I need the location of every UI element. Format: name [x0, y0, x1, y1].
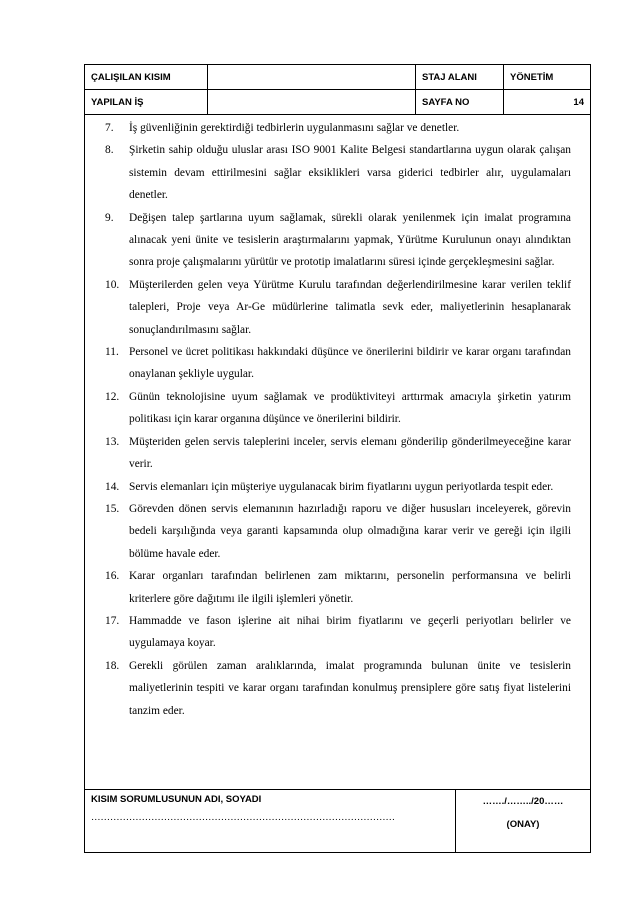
approval-label: (ONAY) — [506, 819, 540, 830]
list-item: 8. Şirketin sahip olduğu uluslar arası ISO 9001 Kalite Belgesi standartlarına uygun olarak çalışan sistemin devam ettirilmesini sağlar eksiklikleri varsa giderici tedbirler alır, uygulamaları denetler. — [105, 144, 571, 202]
footer-table — [84, 789, 591, 853]
approval-cell — [456, 790, 591, 853]
list-item: 15. Görevden dönen servis elemanının hazırladığı raporu ve diğer hususları inceleyerek, görevin bedeli karşılığında veya garanti kapsamında olup olmadığına karar verir ve gereği için ilgili bölüme havale eder. — [105, 502, 571, 560]
internship-field-value: YÖNETİM — [504, 65, 591, 90]
page-number-value: 14 — [504, 90, 591, 115]
work-done-value — [208, 90, 416, 115]
work-unit-value — [208, 65, 416, 90]
list-item: 14. Servis elemanları için müşteriye uygulanacak birim fiyatlarını uygun periyotlarda tespit eder. — [105, 480, 554, 493]
list-item: 10. Müşterilerden gelen veya Yürütme Kurulu tarafından değerlendirilmesine karar verilen teklif talepleri, Proje veya Ar-Ge müdürlerine talimatla sevk eder, maliyetlerinin hesaplanarak sonuçlandırılmasını sağlar. — [105, 278, 571, 336]
supervisor-name-label: KISIM SORUMLUSUNUN ADI, SOYADI — [91, 794, 262, 805]
list-item: 17. Hammadde ve fason işlerine ait nihai birim fiyatlarını ve geçerli periyotları belirler ve uygulamaya koyar. — [105, 614, 571, 650]
work-done-label: YAPILAN İŞ — [85, 90, 208, 115]
internship-field-label: STAJ ALANI — [416, 65, 504, 90]
header-table — [84, 64, 591, 115]
supervisor-name-blank: …………………………………………………………………………………… — [91, 813, 395, 823]
list-item: 12. Günün teknolojisine uyum sağlamak ve prodüktiviteyi arttırmak amacıyla şirketin yatırım politikası için karar organına düşünce ve önerilerini bildirir. — [105, 390, 571, 426]
approval-date: ……./……../20…… — [482, 796, 564, 807]
list-item: 18. Gerekli görülen zaman aralıklarında, imalat programında bulunan ünite ve tesislerin maliyetlerinin tespiti ve karar organı tarafından konulmuş prensiplere göre satış fiyat listelerini tanzim eder. — [105, 659, 571, 717]
content-area — [84, 115, 591, 789]
list-item: 13. Müşteriden gelen servis taleplerini inceler, servis elemanı gönderilip gönderilmeyeceğine karar verir. — [105, 435, 571, 471]
header-row-1 — [85, 65, 591, 90]
work-unit-label: ÇALIŞILAN KISIM — [85, 65, 208, 90]
list-item: 11. Personel ve ücret politikası hakkındaki düşünce ve önerilerini bildirir ve karar organı tarafından onaylanan şekliyle uygular. — [105, 346, 571, 381]
supervisor-name-cell — [85, 790, 456, 853]
list-item: 7. İş güvenliğinin gerektirdiği tedbirlerin uygulanmasını sağlar ve denetler. — [105, 122, 460, 134]
list-item: 9. Değişen talep şartlarına uyum sağlamak, sürekli olarak yenilenmek için imalat programına alınacak yeni ünite ve tesislerin araştırmalarını yapmak, Yürütme Kurulunun onayı alındıktan sonra proje çalışmalarını yürütür ve prototip imalatlarını süresi içinde gerçekleşmesini sağlar. — [105, 211, 571, 269]
page-number-label: SAYFA NO — [416, 90, 504, 115]
list-item: 16. Karar organları tarafından belirlenen zam miktarını, personelin performansına ve belirli kriterlere göre dağıtımı ile ilgili işlemleri yönetir. — [105, 570, 571, 605]
header-row-2 — [85, 90, 591, 115]
duty-list — [105, 117, 571, 722]
